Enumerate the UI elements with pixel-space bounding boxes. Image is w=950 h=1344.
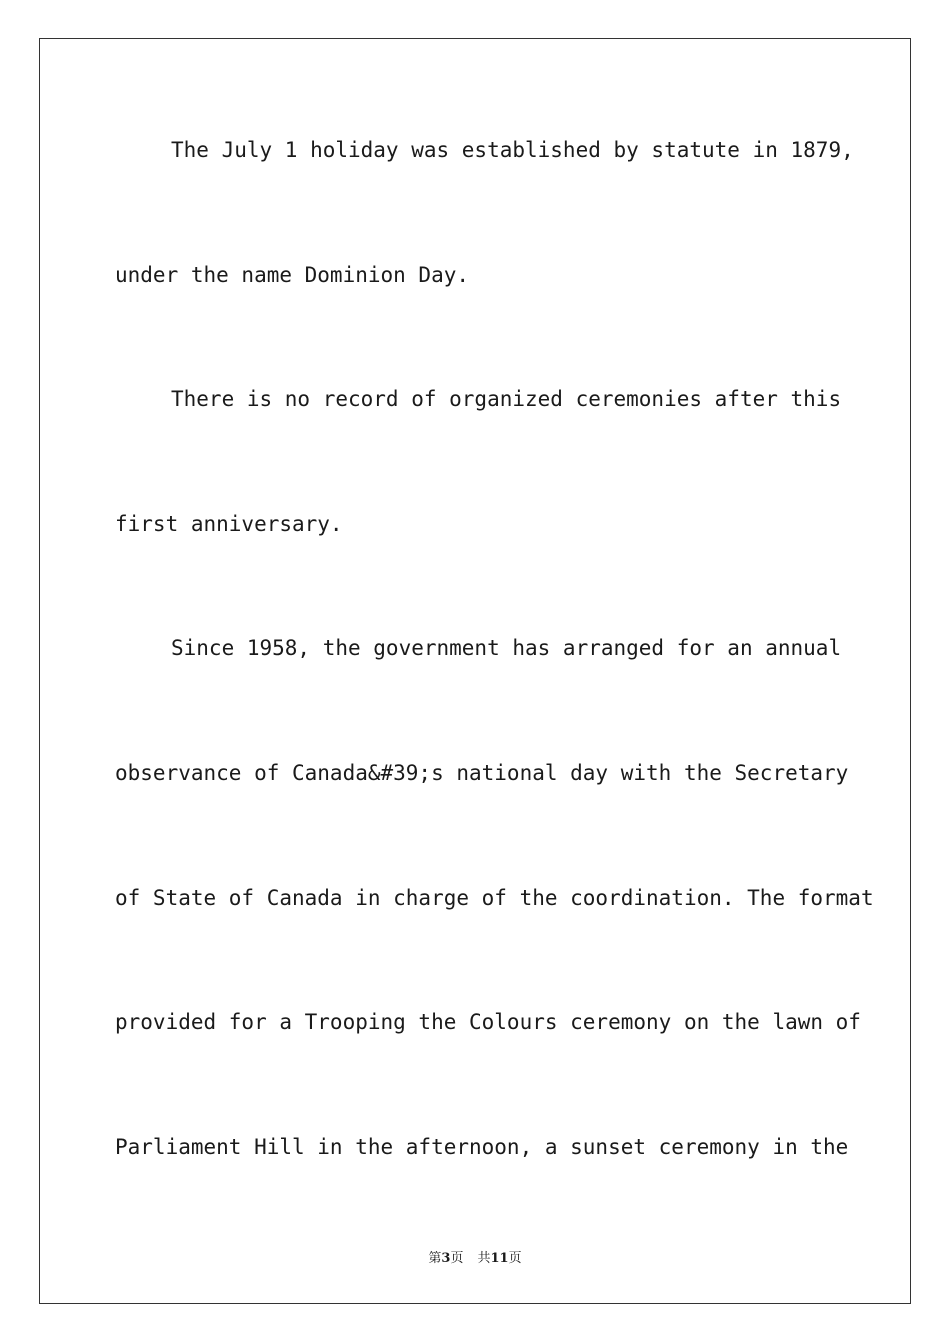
paragraph-3-line-4: provided for a Trooping the Colours ceremony on the lawn of <box>115 1010 861 1035</box>
page-prefix: 第 <box>428 1251 442 1266</box>
page-suffix: 页 <box>450 1251 464 1266</box>
page-footer <box>0 1247 950 1266</box>
total-prefix: 共 <box>477 1251 491 1266</box>
paragraph-3-line-1: Since 1958, the government has arranged for an annual <box>171 636 842 661</box>
total-pages: 11 <box>490 1251 509 1266</box>
page-number: 3 <box>441 1251 451 1266</box>
document-body <box>115 124 874 1245</box>
paragraph-3-line-2: observance of Canada&#39;s national day with the Secretary <box>115 760 849 785</box>
paragraph-3-line-5: Parliament Hill in the afternoon, a sunset ceremony in the <box>115 1134 849 1159</box>
paragraph-2-line-1: There is no record of organized ceremonies after this <box>171 387 842 412</box>
paragraph-3-line-3: of State of Canada in charge of the coordination. The format <box>115 885 874 910</box>
total-suffix: 页 <box>508 1251 522 1266</box>
paragraph-1-line-2: under the name Dominion Day. <box>115 262 470 287</box>
paragraph-2-line-2: first anniversary. <box>115 511 343 536</box>
paragraph-1-line-1: The July 1 holiday was established by statute in 1879, <box>171 138 854 162</box>
